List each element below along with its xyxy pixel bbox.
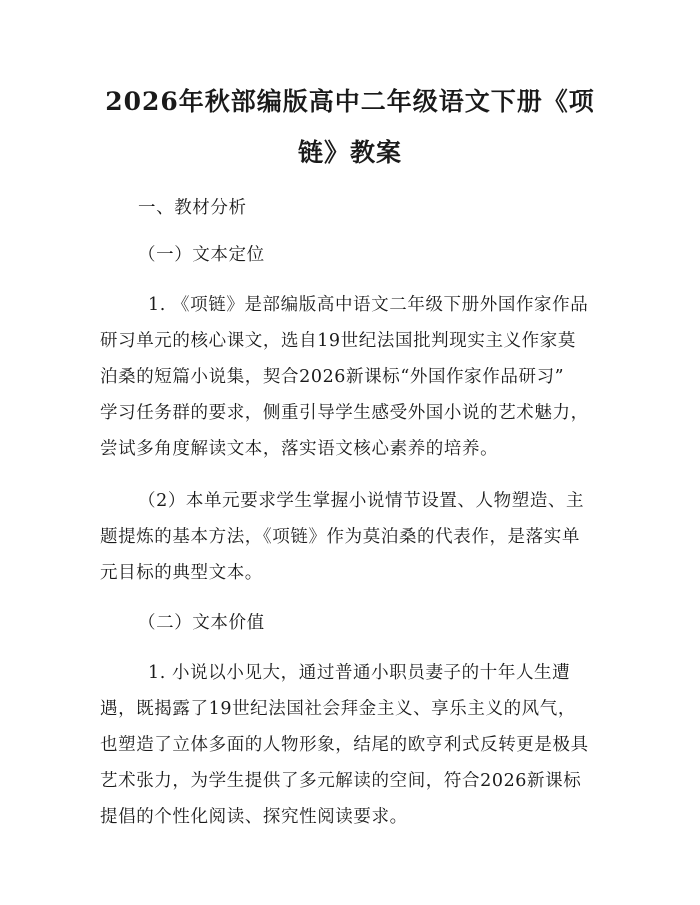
document-title-line-2: 链》教案 <box>297 138 402 167</box>
paragraph-line: 遇，既揭露了19世纪法国社会拜金主义、享乐主义的风气， <box>100 699 576 719</box>
subsection-heading: （一）文本定位 <box>138 245 265 265</box>
paragraph-line: 学习任务群的要求，侧重引导学生感受外国小说的艺术魅力， <box>100 403 589 423</box>
paragraph-line: 也塑造了立体多面的人物形象，结尾的欧亨利式反转更是极具 <box>100 735 589 755</box>
paragraph-line: 题提炼的基本方法，《项链》作为莫泊桑的代表作，是落实单 <box>100 527 580 547</box>
document-title-line-1: 2026年秋部编版高中二年级语文下册《项 <box>105 87 595 116</box>
paragraph-line: 1. 《项链》是部编版高中语文二年级下册外国作家作品 <box>148 295 589 315</box>
paragraph-line: 1. 小说以小见大，通过普通小职员妻子的十年人生遭 <box>148 663 571 683</box>
section-heading: 一、教材分析 <box>138 198 247 218</box>
subsection-heading: （二）文本价值 <box>138 613 265 633</box>
paragraph-line: （2）本单元要求学生掌握小说情节设置、人物塑造、主 <box>138 491 585 511</box>
paragraph-line: 泊桑的短篇小说集，契合2026新课标“外国作家作品研习” <box>100 367 565 387</box>
paragraph-line: 尝试多角度解读文本，落实语文核心素养的培养。 <box>100 439 499 459</box>
paragraph-line: 提倡的个性化阅读、探究性阅读要求。 <box>100 807 408 827</box>
paragraph-line: 艺术张力，为学生提供了多元解读的空间，符合2026新课标 <box>100 771 582 791</box>
paragraph-line: 元目标的典型文本。 <box>100 563 263 583</box>
paragraph-line: 研习单元的核心课文，选自19世纪法国批判现实主义作家莫 <box>100 331 576 351</box>
